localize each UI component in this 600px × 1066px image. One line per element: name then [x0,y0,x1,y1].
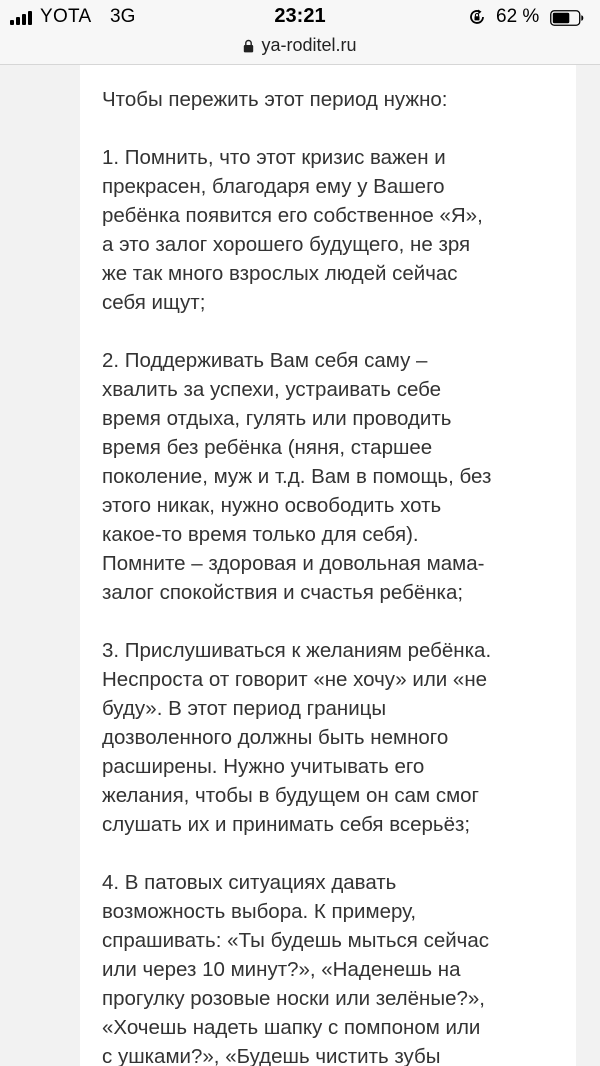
article-content [80,65,576,1066]
text-line: хвалить за успехи, устраивать себе [102,378,442,401]
text-line: время без ребёнка (няня, старшее [102,436,433,459]
text-line: Неспроста от говорит «не хочу» или «не [102,668,488,691]
clock: 23:21 [274,5,326,27]
text-line: желания, чтобы в будущем он сам смог [102,784,480,807]
list-item-3 [102,636,572,839]
text-line: Помните – здоровая и довольная мама- [102,552,485,575]
text-line: прогулку розовые носки или зелёные?», [102,987,486,1010]
text-line: слушать их и принимать себя всерьёз; [102,813,471,836]
text-line: залог спокойствия и счастья ребёнка; [102,581,464,604]
text-line: буду». В этот период границы [102,697,387,720]
text-line: возможность выбора. К примеру, [102,900,417,923]
text-line: 1. Помнить, что этот кризис важен и [102,146,446,169]
status-bar [0,0,600,34]
list-item-2 [102,346,572,607]
text-line: этого никак, нужно освободить хоть [102,494,442,517]
carrier-name: YOTA [40,6,92,27]
text-line: 3. Прислушиваться к желаниям ребёнка. [102,639,492,662]
text-line: 4. В патовых ситуациях давать [102,871,397,894]
text-line: какое-то время только для себя). [102,523,419,546]
text-line: себя ищут; [102,291,206,314]
article-intro: Чтобы пережить этот период нужно: [102,88,448,111]
text-line: ребёнка появится его собственное «Я», [102,204,483,227]
network-type: 3G [110,6,136,27]
battery-percentage: 62 % [496,6,540,27]
text-line: с ушками?», «Будешь чистить зубы [102,1045,441,1066]
text-line: же так много взрослых людей сейчас [102,262,458,285]
text-line: прекрасен, благодаря ему у Вашего [102,175,445,198]
text-line: дозволенного должны быть немного [102,726,449,749]
text-line: расширены. Нужно учитывать его [102,755,425,778]
text-line: или через 10 минут?», «Наденешь на [102,958,461,981]
text-line: а это залог хорошего будущего, не зря [102,233,471,256]
list-item-1 [102,143,572,317]
rotation-lock-icon [468,8,486,26]
text-line: спрашивать: «Ты будешь мыться сейчас [102,929,489,952]
text-line: поколение, муж и т.д. Вам в помощь, без [102,465,492,488]
lock-icon [243,39,254,53]
address-bar[interactable] [0,34,600,65]
url-text: ya-roditel.ru [261,35,357,55]
text-line: 2. Поддерживать Вам себя саму – [102,349,428,372]
list-item-4 [102,868,572,1066]
text-line: время отдыха, гулять или проводить [102,407,452,430]
text-line: «Хочешь надеть шапку с помпоном или [102,1016,481,1039]
battery-icon [550,10,584,26]
article-text [102,85,572,1066]
